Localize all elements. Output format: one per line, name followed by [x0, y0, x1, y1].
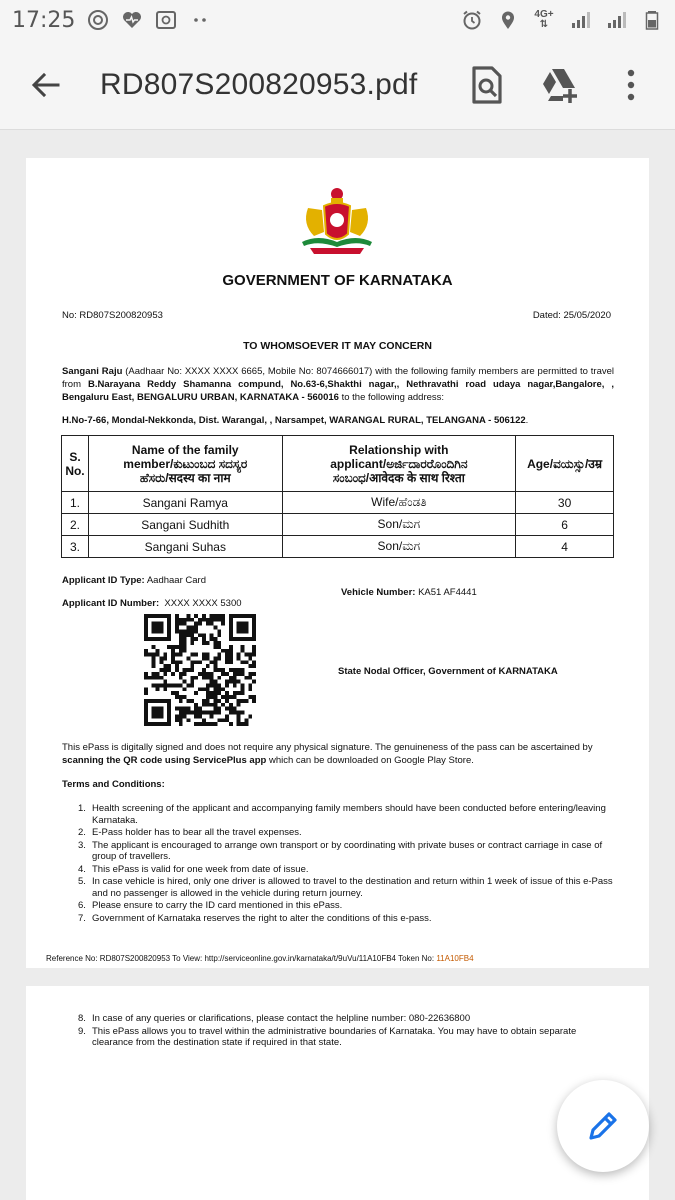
applicant-details: (Aadhaar No: XXXX XXXX 6665, Mobile No: 8074666017) with the following family members are permitted to travel from — [62, 366, 614, 390]
list-item: 7. Government of Karnataka reserves the right to alter the conditions of this e-pass. — [78, 912, 432, 924]
table-row: 2. Sangani Sudhith Son/ಮಗ 6 — [62, 514, 614, 536]
token-number: 11A10FB4 — [436, 954, 474, 963]
table-header-name: Name of the family member/ಕುಟುಂಬದ ಸದಸ್ಯರ ಹೆಸರು/सदस्य का नाम — [88, 436, 282, 492]
destination-suffix: . — [525, 415, 529, 426]
status-time: 17:25 — [12, 7, 76, 33]
more-vert-icon — [626, 69, 636, 101]
document-title: GOVERNMENT OF KARNATAKA — [222, 272, 453, 289]
more-dots-icon — [189, 9, 211, 31]
file-name: RD807S200820953.pdf — [100, 67, 418, 101]
location-icon — [497, 9, 519, 31]
heart-pulse-icon — [121, 9, 143, 31]
document-date: Dated: 25/05/2020 — [532, 310, 611, 321]
qr-code-icon — [144, 614, 256, 726]
document-subject: TO WHOMSOEVER IT MAY CONCERN — [243, 340, 432, 352]
network-icon: 4G+ ⇅ — [534, 9, 554, 30]
add-to-drive-button[interactable] — [535, 61, 583, 109]
at-sign-icon — [87, 9, 109, 31]
nodal-officer: State Nodal Officer, Government of KARNATAKA — [338, 666, 558, 677]
search-document-button[interactable] — [463, 61, 511, 109]
battery-icon — [641, 9, 663, 31]
applicant-name: Sangani Raju — [62, 366, 123, 377]
vehicle-number: Vehicle Number: KA51 AF4441 — [341, 587, 477, 598]
add-to-drive-icon — [539, 67, 579, 103]
app-toolbar — [0, 40, 675, 130]
back-button[interactable] — [14, 53, 78, 117]
alarm-icon — [461, 9, 483, 31]
to-text: to the following address: — [338, 392, 445, 403]
pdf-page-2 — [26, 986, 649, 1200]
table-header-relationship: Relationship with applicant/ಅರ್ಜಿದಾರರೊಂದಿಗಿನ ಸಂಬಂಧ/आवेदक के साथ रिश्ता — [282, 436, 516, 492]
pdf-page-1 — [26, 158, 649, 968]
search-document-icon — [470, 66, 504, 104]
table-header-sno: S. No. — [62, 436, 89, 492]
destination-address — [62, 415, 528, 426]
list-item: 3. The applicant is encouraged to arrange own transport or by coordinating with private buses or contract carriage in case of group of travellers. — [78, 839, 603, 862]
list-item: 6. Please ensure to carry the ID card mentioned in this ePass. — [78, 900, 343, 911]
applicant-id-type: Applicant ID Type: Aadhaar Card — [62, 575, 206, 586]
family-members-table — [61, 435, 614, 558]
back-arrow-icon — [30, 69, 62, 101]
karnataka-emblem-icon — [298, 184, 376, 256]
signature-note: This ePass is digitally signed and does not require any physical signature. The genuineness of the pass can be ascertained by scanning the QR code using ServicePlus app which can be downloaded on Google Play Store. — [62, 742, 593, 766]
terms-list — [78, 803, 616, 925]
table-row: 1. Sangani Ramya Wife/ಹೆಂಡತಿ 30 — [62, 492, 614, 514]
document-number: No: RD807S200820953 — [62, 310, 163, 321]
list-item: 1. Health screening of the applicant and accompanying family members should have been conducted before entering/leaving Karnataka. — [78, 803, 606, 826]
signal-icon — [605, 9, 627, 31]
pencil-icon — [586, 1109, 620, 1143]
destination-text: H.No-7-66, Mondal-Nekkonda, Dist. Warangal, , Narsampet, WARANGAL RURAL, TELANGANA - 506122 — [62, 415, 526, 426]
intro-paragraph — [62, 365, 614, 404]
edit-fab-button[interactable] — [557, 1080, 649, 1172]
list-item: 5. In case vehicle is hired, only one driver is allowed to travel to the destination and return within 1 week of issue of this e-Pass and no passenger is allowed in the vehicle during return journey. — [78, 876, 613, 899]
table-row: 3. Sangani Suhas Son/ಮಗ 4 — [62, 536, 614, 558]
reference-line: Reference No: RD807S200820953 To View: http://serviceonline.gov.in/karnataka/t/9uVu/11A10FB4 Token No: 11A10FB4 — [46, 954, 474, 963]
from-address: B.Narayana Reddy Shamanna compund, No.63-6,Shakthi nagar,, Nethravathi road udaya nagar,Bangalore, , Bengaluru East, BENGALURU URBAN, KARNATAKA - 560016 — [62, 379, 615, 403]
terms-list-continued — [78, 1013, 616, 1050]
applicant-id-number: Applicant ID Number: XXXX XXXX 5300 — [62, 598, 242, 609]
list-item: 8. In case of any queries or clarifications, please contact the helpline number: 080-22636800 — [78, 1013, 471, 1024]
list-item: 4. This ePass is valid for one week from date of issue. — [78, 863, 309, 875]
status-bar — [0, 0, 675, 40]
signal-icon — [569, 9, 591, 31]
more-options-button[interactable] — [607, 61, 655, 109]
safe-icon — [155, 9, 177, 31]
list-item: 2. E-Pass holder has to bear all the travel expenses. — [78, 827, 302, 838]
list-item: 9. This ePass allows you to travel within the administrative boundaries of Karnataka. You may have to obtain separate clearance from the destination state if required in that state. — [78, 1025, 577, 1048]
terms-heading: Terms and Conditions: — [62, 779, 165, 790]
table-header-age: Age/ವಯಸ್ಸು/उम्र — [516, 436, 614, 492]
network-type: 4G+ — [534, 9, 554, 20]
